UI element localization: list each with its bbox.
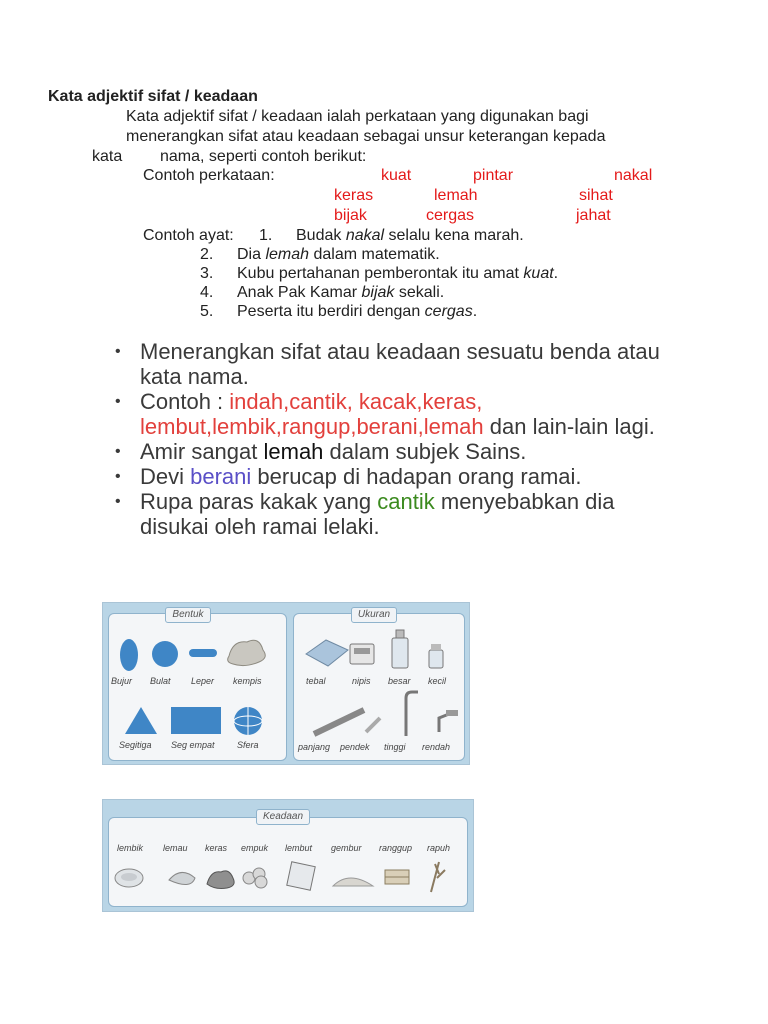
bullet-text: dan lain-lain lagi. (483, 414, 655, 439)
sentence-text: sekali. (394, 284, 445, 301)
keadaan-label: lembut (285, 843, 313, 853)
sentence-text: . (553, 265, 559, 282)
sentence-5 (200, 302, 477, 321)
sentence-text: Anak Pak Kamar (237, 284, 362, 301)
bullet-text: Rupa paras kakak yang (140, 489, 378, 514)
sentence-adjective: lemah (265, 246, 310, 263)
keadaan-label: ranggup (379, 843, 413, 853)
ukuran-label: kecil (428, 676, 447, 686)
sentence-2 (200, 245, 440, 264)
keadaan-label: empuk (241, 843, 269, 853)
sentence-text: dalam matematik. (309, 246, 440, 263)
bullet-dot: • (115, 443, 121, 460)
sentence-text: selalu kena marah. (384, 227, 524, 244)
sentence-text: Peserta itu berdiri dengan (237, 303, 425, 320)
bullet-dot: • (115, 493, 121, 510)
sentence-number: 1. (259, 227, 273, 244)
keadaan-label: rapuh (427, 843, 451, 853)
example-word: nakal (614, 167, 653, 184)
sentence-number: 5. (200, 303, 214, 320)
example-word: jahat (576, 207, 611, 224)
sentence-4 (200, 283, 444, 302)
ukuran-objects (294, 614, 464, 760)
bullet-highlight: berani (190, 464, 252, 489)
sentence-number: 3. (200, 265, 214, 282)
example-word: keras (334, 187, 374, 204)
tab-bentuk: Bentuk (165, 607, 211, 623)
intro-line-3a: kata (92, 148, 123, 165)
keadaan-objects (109, 818, 467, 906)
sentence-text: . (472, 303, 478, 320)
sentence-text: Dia (237, 246, 266, 263)
ukuran-label: besar (388, 676, 411, 686)
bullet-highlight: cantik (377, 489, 435, 514)
bullet-text: menyebabkan dia disukai oleh ramai lelaki. (140, 489, 615, 539)
sentence-1 (259, 226, 524, 245)
sentence-adjective: kuat (523, 265, 554, 282)
bullet-item (113, 464, 673, 489)
example-word: sihat (579, 187, 613, 204)
sentence-text: Budak (296, 227, 346, 244)
keadaan-label: lembik (117, 843, 144, 853)
example-word: pintar (473, 167, 514, 184)
bentuk-label: kempis (233, 676, 262, 686)
bullet-item (113, 439, 673, 464)
bullet-item (113, 389, 673, 439)
intro-line-1: Kata adjektif sifat / keadaan ialah perkataan yang digunakan bagi (126, 108, 589, 125)
bullet-dot: • (115, 393, 121, 410)
bullet-item (113, 339, 673, 389)
bullet-text: Menerangkan sifat atau keadaan sesuatu benda atau kata nama. (140, 339, 660, 389)
sentences-label: Contoh ayat: (143, 227, 234, 244)
panel-keadaan (108, 817, 468, 907)
bullet-text: Devi (140, 464, 191, 489)
bullet-text: Contoh : (140, 389, 230, 414)
intro-line-3b: nama, seperti contoh berikut: (160, 148, 367, 165)
tab-ukuran: Ukuran (351, 607, 397, 623)
sentence-number: 4. (200, 284, 214, 301)
ukuran-label: nipis (352, 676, 371, 686)
ukuran-label: pendek (340, 742, 370, 752)
examples-label: Contoh perkataan: (143, 167, 275, 184)
bentuk-label: Leper (191, 676, 215, 686)
bentuk-label: Bujur (111, 676, 133, 686)
ukuran-label: panjang (298, 742, 331, 752)
page-heading: Kata adjektif sifat / keadaan (48, 88, 258, 105)
keadaan-label: lemau (163, 843, 188, 853)
panel-ukuran (293, 613, 465, 761)
bullet-list (113, 339, 673, 539)
sentence-3 (200, 264, 558, 283)
bullet-text: Amir sangat (140, 439, 264, 464)
example-word: bijak (334, 207, 367, 224)
sentence-adjective: bijak (361, 284, 395, 301)
figure-bentuk-ukuran (102, 602, 470, 765)
bentuk-label: Bulat (150, 676, 171, 686)
bullet-highlight: lemah (263, 439, 324, 464)
keadaan-label: gembur (331, 843, 362, 853)
example-word: lemah (434, 187, 478, 204)
bullet-text: berucap di hadapan orang ramai. (251, 464, 582, 489)
bentuk-label: Seg empat (171, 740, 215, 750)
sentence-adjective: cergas (424, 303, 473, 320)
example-word: kuat (381, 167, 412, 184)
bentuk-label: Sfera (237, 740, 259, 750)
intro-line-2: menerangkan sifat atau keadaan sebagai unsur keterangan kepada (126, 128, 606, 145)
panel-bentuk (108, 613, 287, 761)
ukuran-label: rendah (422, 742, 451, 752)
bentuk-shapes (109, 614, 286, 760)
example-word: cergas (426, 207, 475, 224)
sentence-number: 2. (200, 246, 214, 263)
bullet-item (113, 489, 673, 539)
bullet-highlight: indah,cantik, kacak,keras, lembut,lembik,rangup,berani,lemah (140, 389, 484, 439)
bentuk-label: Segitiga (119, 740, 152, 750)
ukuran-label: tebal (306, 676, 326, 686)
ukuran-label: tinggi (384, 742, 406, 752)
tab-keadaan: Keadaan (256, 809, 310, 825)
bullet-text: dalam subjek Sains. (323, 439, 527, 464)
figure-keadaan (102, 799, 474, 912)
sentence-text: Kubu pertahanan pemberontak itu amat (237, 265, 524, 282)
bullet-dot: • (115, 343, 121, 360)
keadaan-label: keras (205, 843, 228, 853)
bullet-dot: • (115, 468, 121, 485)
sentence-adjective: nakal (345, 227, 385, 244)
